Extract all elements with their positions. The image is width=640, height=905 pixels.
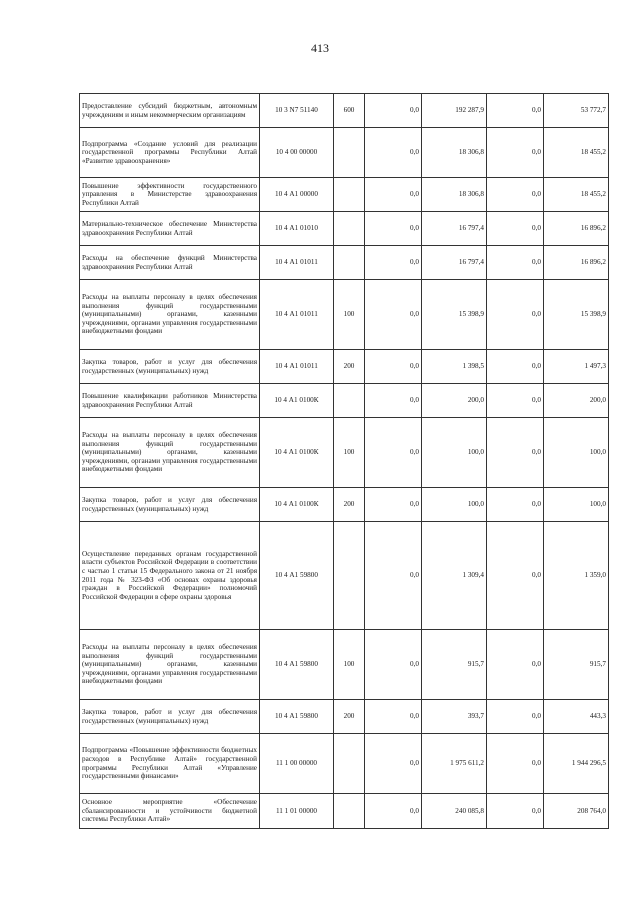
table-row — [80, 522, 609, 630]
table-row — [80, 280, 609, 350]
row-value-1-cell: 0,0 — [365, 178, 422, 212]
row-name-cell: Закупка товаров, работ и услуг для обеспечения государственных (муниципальных) нужд — [80, 488, 260, 522]
row-expense-type-cell — [334, 734, 365, 794]
row-value-2-cell: 16 797,4 — [422, 212, 487, 246]
table-row — [80, 630, 609, 700]
row-value-4-cell: 915,7 — [544, 630, 609, 700]
row-value-1-cell: 0,0 — [365, 734, 422, 794]
table-row — [80, 350, 609, 384]
row-value-2-cell: 18 306,8 — [422, 178, 487, 212]
row-name-cell: Основное мероприятие «Обеспечение сбалансированности и устойчивости бюджетной системы Республики Алтай» — [80, 794, 260, 829]
row-value-4-cell: 208 764,0 — [544, 794, 609, 829]
row-name-cell: Повышение эффективности государственного управления в Министерстве здравоохранения Республики Алтай — [80, 178, 260, 212]
row-value-2-cell: 15 398,9 — [422, 280, 487, 350]
table-row — [80, 794, 609, 829]
row-code-cell: 10 4 А1 01011 — [260, 246, 334, 280]
row-value-4-cell: 18 455,2 — [544, 128, 609, 178]
row-name-cell: Предоставление субсидий бюджетным, автономным учреждениям и иным некоммерческим организациям — [80, 94, 260, 128]
row-name-cell: Расходы на выплаты персоналу в целях обеспечения выполнения функций государственными (муниципальными) органами, казенными учреждениями, органами управления государственными внебюджетными фондами — [80, 418, 260, 488]
row-name-cell: Подпрограмма «Создание условий для реализации государственной программы Республики Алтай «Развитие здравоохранения» — [80, 128, 260, 178]
row-value-2-cell: 1 309,4 — [422, 522, 487, 630]
row-code-cell: 10 4 А1 0100К — [260, 384, 334, 418]
row-value-4-cell: 16 896,2 — [544, 246, 609, 280]
row-value-3-cell: 0,0 — [487, 794, 544, 829]
row-code-cell: 10 4 00 00000 — [260, 128, 334, 178]
row-name-cell: Расходы на выплаты персоналу в целях обеспечения выполнения функций государственными (муниципальными) органами, казенными учреждениями, органами управления государственными внебюджетными фондами — [80, 280, 260, 350]
row-value-1-cell: 0,0 — [365, 280, 422, 350]
row-value-3-cell: 0,0 — [487, 246, 544, 280]
row-name-cell: Расходы на обеспечение функций Министерства здравоохранения Республики Алтай — [80, 246, 260, 280]
row-value-3-cell: 0,0 — [487, 94, 544, 128]
row-value-4-cell: 200,0 — [544, 384, 609, 418]
row-code-cell: 10 4 А1 59800 — [260, 700, 334, 734]
row-value-1-cell: 0,0 — [365, 522, 422, 630]
table-row — [80, 128, 609, 178]
row-expense-type-cell: 100 — [334, 418, 365, 488]
row-expense-type-cell: 600 — [334, 94, 365, 128]
row-value-3-cell: 0,0 — [487, 384, 544, 418]
row-value-3-cell: 0,0 — [487, 212, 544, 246]
row-name-cell: Подпрограмма «Повышение эффективности бюджетных расходов в Республике Алтай» государственной программы Республики Алтай «Управление государственными финансами» — [80, 734, 260, 794]
row-value-2-cell: 100,0 — [422, 488, 487, 522]
row-value-1-cell: 0,0 — [365, 794, 422, 829]
row-expense-type-cell: 200 — [334, 350, 365, 384]
row-value-2-cell: 1 975 611,2 — [422, 734, 487, 794]
row-value-4-cell: 16 896,2 — [544, 212, 609, 246]
page-number: 413 — [311, 41, 329, 55]
row-value-1-cell: 0,0 — [365, 350, 422, 384]
row-value-3-cell: 0,0 — [487, 630, 544, 700]
row-code-cell: 11 1 01 00000 — [260, 794, 334, 829]
row-value-4-cell: 100,0 — [544, 418, 609, 488]
table-row — [80, 384, 609, 418]
row-expense-type-cell — [334, 384, 365, 418]
table-body — [80, 94, 609, 829]
row-value-1-cell: 0,0 — [365, 384, 422, 418]
row-value-3-cell: 0,0 — [487, 178, 544, 212]
table-row — [80, 488, 609, 522]
row-value-3-cell: 0,0 — [487, 734, 544, 794]
table-row — [80, 418, 609, 488]
row-name-cell: Закупка товаров, работ и услуг для обеспечения государственных (муниципальных) нужд — [80, 350, 260, 384]
row-value-4-cell: 18 455,2 — [544, 178, 609, 212]
row-expense-type-cell: 200 — [334, 700, 365, 734]
row-code-cell: 10 4 А1 59800 — [260, 630, 334, 700]
row-code-cell: 10 4 А1 01011 — [260, 350, 334, 384]
row-value-1-cell: 0,0 — [365, 488, 422, 522]
row-code-cell: 10 4 А1 01011 — [260, 280, 334, 350]
row-value-2-cell: 192 287,9 — [422, 94, 487, 128]
row-value-1-cell: 0,0 — [365, 94, 422, 128]
row-value-1-cell: 0,0 — [365, 700, 422, 734]
row-value-3-cell: 0,0 — [487, 418, 544, 488]
row-value-1-cell: 0,0 — [365, 246, 422, 280]
row-name-cell: Осуществление переданных органам государственной власти субъектов Российской Федерации в соответствии с частью 1 статьи 15 Федерального закона от 21 ноября 2011 года № 323-ФЗ «Об основах охраны здоровья граждан в Российской Федерации» полномочий Российской Федерации в сфере охраны здоровья — [80, 522, 260, 630]
row-value-3-cell: 0,0 — [487, 128, 544, 178]
row-value-4-cell: 1 944 296,5 — [544, 734, 609, 794]
row-value-4-cell: 53 772,7 — [544, 94, 609, 128]
row-code-cell: 10 4 А1 0100К — [260, 418, 334, 488]
row-value-2-cell: 18 306,8 — [422, 128, 487, 178]
row-value-1-cell: 0,0 — [365, 418, 422, 488]
row-value-3-cell: 0,0 — [487, 522, 544, 630]
table-row — [80, 700, 609, 734]
row-value-4-cell: 443,3 — [544, 700, 609, 734]
row-code-cell: 10 4 А1 0100К — [260, 488, 334, 522]
row-value-1-cell: 0,0 — [365, 630, 422, 700]
row-value-2-cell: 200,0 — [422, 384, 487, 418]
row-value-4-cell: 1 359,0 — [544, 522, 609, 630]
row-value-3-cell: 0,0 — [487, 280, 544, 350]
row-expense-type-cell: 200 — [334, 488, 365, 522]
row-expense-type-cell: 100 — [334, 280, 365, 350]
table-row — [80, 178, 609, 212]
row-expense-type-cell — [334, 522, 365, 630]
row-code-cell: 10 3 N7 51140 — [260, 94, 334, 128]
row-name-cell: Материально-техническое обеспечение Министерства здравоохранения Республики Алтай — [80, 212, 260, 246]
row-expense-type-cell — [334, 794, 365, 829]
row-value-2-cell: 915,7 — [422, 630, 487, 700]
table-row — [80, 212, 609, 246]
row-value-2-cell: 240 085,8 — [422, 794, 487, 829]
row-value-2-cell: 100,0 — [422, 418, 487, 488]
row-value-3-cell: 0,0 — [487, 488, 544, 522]
row-code-cell: 10 4 А1 01010 — [260, 212, 334, 246]
table-row — [80, 246, 609, 280]
row-value-3-cell: 0,0 — [487, 350, 544, 384]
row-expense-type-cell: 100 — [334, 630, 365, 700]
row-value-4-cell: 100,0 — [544, 488, 609, 522]
row-value-1-cell: 0,0 — [365, 128, 422, 178]
row-value-2-cell: 16 797,4 — [422, 246, 487, 280]
row-name-cell: Повышение квалификации работников Министерства здравоохранения Республики Алтай — [80, 384, 260, 418]
row-code-cell: 11 1 00 00000 — [260, 734, 334, 794]
row-value-4-cell: 1 497,3 — [544, 350, 609, 384]
row-value-3-cell: 0,0 — [487, 700, 544, 734]
row-code-cell: 10 4 А1 00000 — [260, 178, 334, 212]
row-name-cell: Закупка товаров, работ и услуг для обеспечения государственных (муниципальных) нужд — [80, 700, 260, 734]
row-expense-type-cell — [334, 212, 365, 246]
row-expense-type-cell — [334, 128, 365, 178]
table-row — [80, 94, 609, 128]
row-value-1-cell: 0,0 — [365, 212, 422, 246]
row-value-2-cell: 393,7 — [422, 700, 487, 734]
row-name-cell: Расходы на выплаты персоналу в целях обеспечения выполнения функций государственными (муниципальными) органами, казенными учреждениями, органами управления государственными внебюджетными фондами — [80, 630, 260, 700]
row-value-4-cell: 15 398,9 — [544, 280, 609, 350]
row-expense-type-cell — [334, 178, 365, 212]
budget-table — [79, 93, 609, 829]
row-value-2-cell: 1 398,5 — [422, 350, 487, 384]
row-code-cell: 10 4 А1 59800 — [260, 522, 334, 630]
table-row — [80, 734, 609, 794]
row-expense-type-cell — [334, 246, 365, 280]
